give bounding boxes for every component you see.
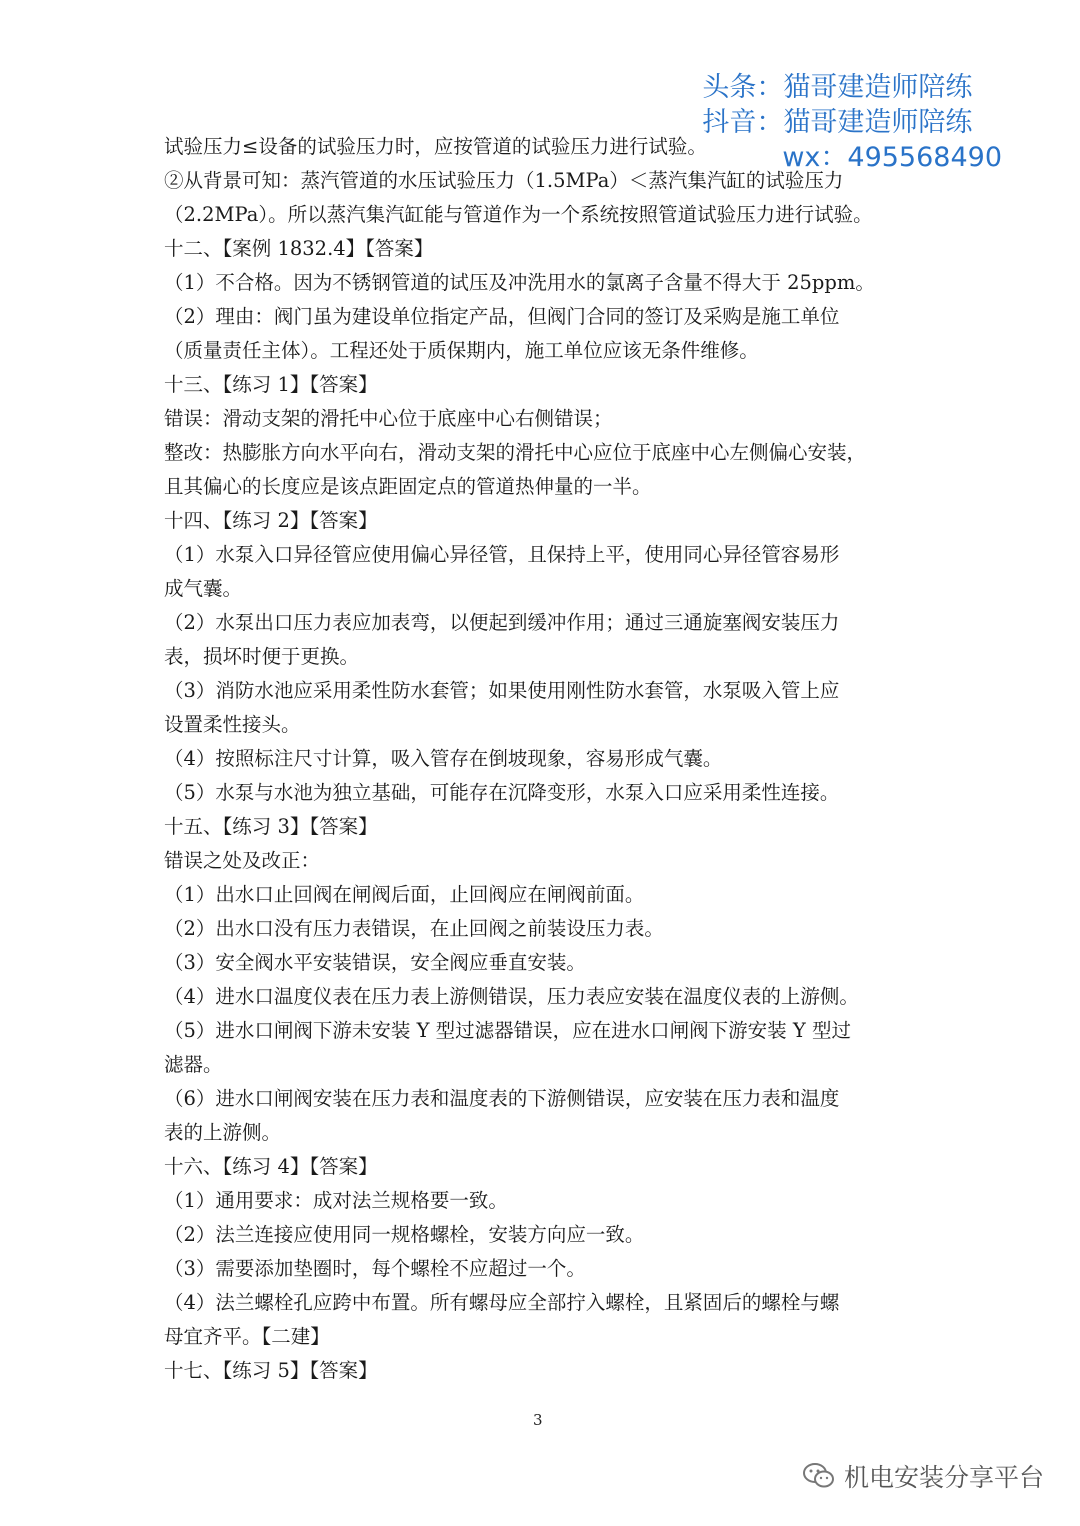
footer-brand [802, 1458, 1044, 1494]
text-line: 十二、【案例 1832.4】【答案】 [164, 237, 434, 260]
text-line: （3）需要添加垫圈时，每个螺栓不应超过一个。 [164, 1257, 586, 1280]
text-line: 整改：热膨胀方向水平向右，滑动支架的滑托中心应位于底座中心左侧偏心安装， [164, 441, 867, 464]
text-line: 表，损坏时便于更换。 [164, 645, 360, 668]
text-line: （1）不合格。因为不锈钢管道的试压及冲洗用水的氯离子含量不得大于 25ppm。 [164, 271, 875, 294]
watermark-toutiao: 头条：猫哥建造师陪练 [702, 72, 973, 103]
text-line: 十七、【练习 5】【答案】 [164, 1359, 378, 1382]
watermark-douyin: 抖音：猫哥建造师陪练 [702, 107, 973, 138]
wechat-icon [802, 1462, 836, 1490]
text-line: （2.2MPa）。所以蒸汽集汽缸能与管道作为一个系统按照管道试验压力进行试验。 [164, 203, 873, 226]
text-line: （2）理由：阀门虽为建设单位指定产品，但阀门合同的签订及采购是施工单位 [164, 305, 840, 328]
text-line: 表的上游侧。 [164, 1121, 282, 1144]
text-line: 错误：滑动支架的滑托中心位于底座中心右侧错误； [164, 407, 613, 430]
text-line: （6）进水口闸阀安装在压力表和温度表的下游侧错误，应安装在压力表和温度 [164, 1087, 840, 1110]
text-line: （4）法兰螺栓孔应跨中布置。所有螺母应全部拧入螺栓，且紧固后的螺栓与螺 [164, 1291, 840, 1314]
text-line: 且其偏心的长度应是该点距固定点的管道热伸量的一半。 [164, 475, 652, 498]
page-number: 3 [533, 1411, 543, 1429]
text-line: 设置柔性接头。 [164, 713, 301, 736]
text-line: （3）安全阀水平安装错误，安全阀应垂直安装。 [164, 951, 586, 974]
text-line: （1）水泵入口异径管应使用偏心异径管，且保持上平，使用同心异径管容易形 [164, 543, 840, 566]
text-line: （1）通用要求：成对法兰规格要一致。 [164, 1189, 508, 1212]
text-line: 十五、【练习 3】【答案】 [164, 815, 378, 838]
text-line: （质量责任主体）。工程还处于质保期内，施工单位应该无条件维修。 [164, 339, 759, 362]
text-line: 母宜齐平。【二建】 [164, 1325, 330, 1348]
text-line: ②从背景可知：蒸汽管道的水压试验压力（1.5MPa）＜蒸汽集汽缸的试验压力 [164, 169, 844, 192]
text-line: （2）水泵出口压力表应加表弯，以便起到缓冲作用；通过三通旋塞阀安装压力 [164, 611, 840, 634]
watermark-wx: wx：495568490 [782, 142, 1002, 173]
footer-label: 机电安装分享平台 [843, 1463, 1044, 1492]
text-line: 错误之处及改正： [164, 849, 321, 872]
text-line: （2）法兰连接应使用同一规格螺栓，安装方向应一致。 [164, 1223, 645, 1246]
text-line: 滤器。 [164, 1053, 223, 1076]
document-body [164, 130, 924, 1388]
text-line: （4）按照标注尺寸计算，吸入管存在倒坡现象，容易形成气囊。 [164, 747, 723, 770]
text-line: 十四、【练习 2】【答案】 [164, 509, 378, 532]
text-line: （3）消防水池应采用柔性防水套管；如果使用刚性防水套管，水泵吸入管上应 [164, 679, 840, 702]
text-line: 十三、【练习 1】【答案】 [164, 373, 378, 396]
text-line: 成气囊。 [164, 577, 243, 600]
text-line: （2）出水口没有压力表错误，在止回阀之前装设压力表。 [164, 917, 664, 940]
text-line: 试验压力≤设备的试验压力时，应按管道的试验压力进行试验。 [164, 135, 707, 158]
text-line: （4）进水口温度仪表在压力表上游侧错误，压力表应安装在温度仪表的上游侧。 [164, 985, 859, 1008]
text-line: 十六、【练习 4】【答案】 [164, 1155, 378, 1178]
text-line: （5）水泵与水池为独立基础，可能存在沉降变形，水泵入口应采用柔性连接。 [164, 781, 840, 804]
text-line: （5）进水口闸阀下游未安装 Y 型过滤器错误，应在进水口闸阀下游安装 Y 型过 [164, 1019, 851, 1042]
text-line: （1）出水口止回阀在闸阀后面，止回阀应在闸阀前面。 [164, 883, 645, 906]
